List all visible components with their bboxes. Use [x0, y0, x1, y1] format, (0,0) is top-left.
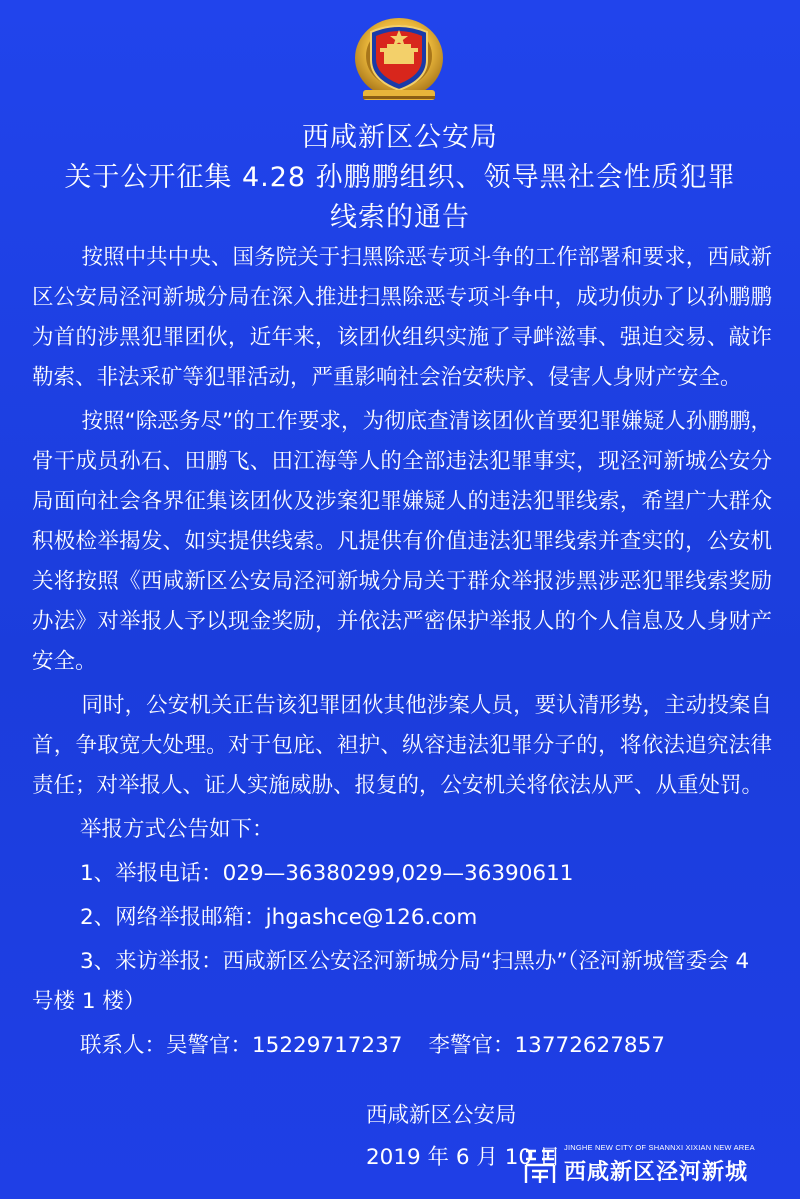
- watermark: [522, 1141, 792, 1189]
- watermark-english: JINGHE NEW CITY OF SHANNXI XIXIAN NEW AREA: [564, 1143, 755, 1152]
- title-line-end: 线索的通告: [330, 202, 470, 233]
- title-line-org: 西咸新区公安局: [302, 122, 498, 153]
- police-emblem-icon: [349, 12, 449, 108]
- paragraph-solicitation: 按照“除恶务尽”的工作要求，为彻底查清该团伙首要犯罪嫌疑人孙鹏鹏，骨干成员孙石、田鹏飞、田江海等人的全部违法犯罪事实，现泾河新城公安分局面向社会各界征集该团伙及涉案犯罪嫌疑人的违法犯罪线索，希望广大群众积极检举揭发、如实提供线索。凡提供有价值违法犯罪线索并查实的，公安机关将按照《西咸新区公安局泾河新城分局关于群众举报涉黑涉恶犯罪线索奖励办法》对举报人予以现金奖励，并依法严密保护举报人的个人信息及人身财产安全。: [32, 409, 772, 674]
- paragraph-background: 按照中共中央、国务院关于扫黑除恶专项斗争的工作部署和要求，西咸新区公安局泾河新城分局在深入推进扫黑除恶专项斗争中，成功侦办了以孙鹏鹏为首的涉黑犯罪团伙，近年来，该团伙组织实施了寻衅滋事、强迫交易、敲诈勒索、非法采矿等犯罪活动，严重影响社会治安秩序、侵害人身财产安全。: [32, 245, 772, 390]
- contact-line: [32, 1026, 772, 1066]
- report-intro: 举报方式公告如下：: [80, 817, 274, 842]
- notice-body: [32, 238, 772, 1070]
- title-line-main: 关于公开征集 4.28 孙鹏鹏组织、领导黑社会性质犯罪: [64, 162, 736, 193]
- report-email: 2、网络举报邮箱：jhgashce@126.com: [80, 905, 478, 930]
- signature-date: 2019 年 6 月 10 日: [366, 1145, 561, 1170]
- contact-li: 李警官：13772627857: [428, 1033, 665, 1058]
- watermark-chinese: 西咸新区泾河新城: [564, 1160, 749, 1185]
- report-visit: 3、来访举报：西咸新区公安泾河新城分局“扫黑办”（泾河新城管委会 4 号楼 1 楼）: [32, 949, 750, 1014]
- notice-title: [0, 118, 800, 238]
- jinghe-logo-icon: [522, 1147, 558, 1187]
- contact-wu: 联系人：吴警官：15229717237: [80, 1033, 403, 1058]
- report-phone: 1、举报电话：029—36380299,029—36390611: [80, 861, 574, 886]
- signature-org: 西咸新区公安局: [366, 1103, 517, 1128]
- paragraph-warning: 同时，公安机关正告该犯罪团伙其他涉案人员，要认清形势，主动投案自首，争取宽大处理。对于包庇、袒护、纵容违法犯罪分子的，将依法追究法律责任；对举报人、证人实施威胁、报复的，公安机关将依法从严、从重处罚。: [32, 693, 772, 798]
